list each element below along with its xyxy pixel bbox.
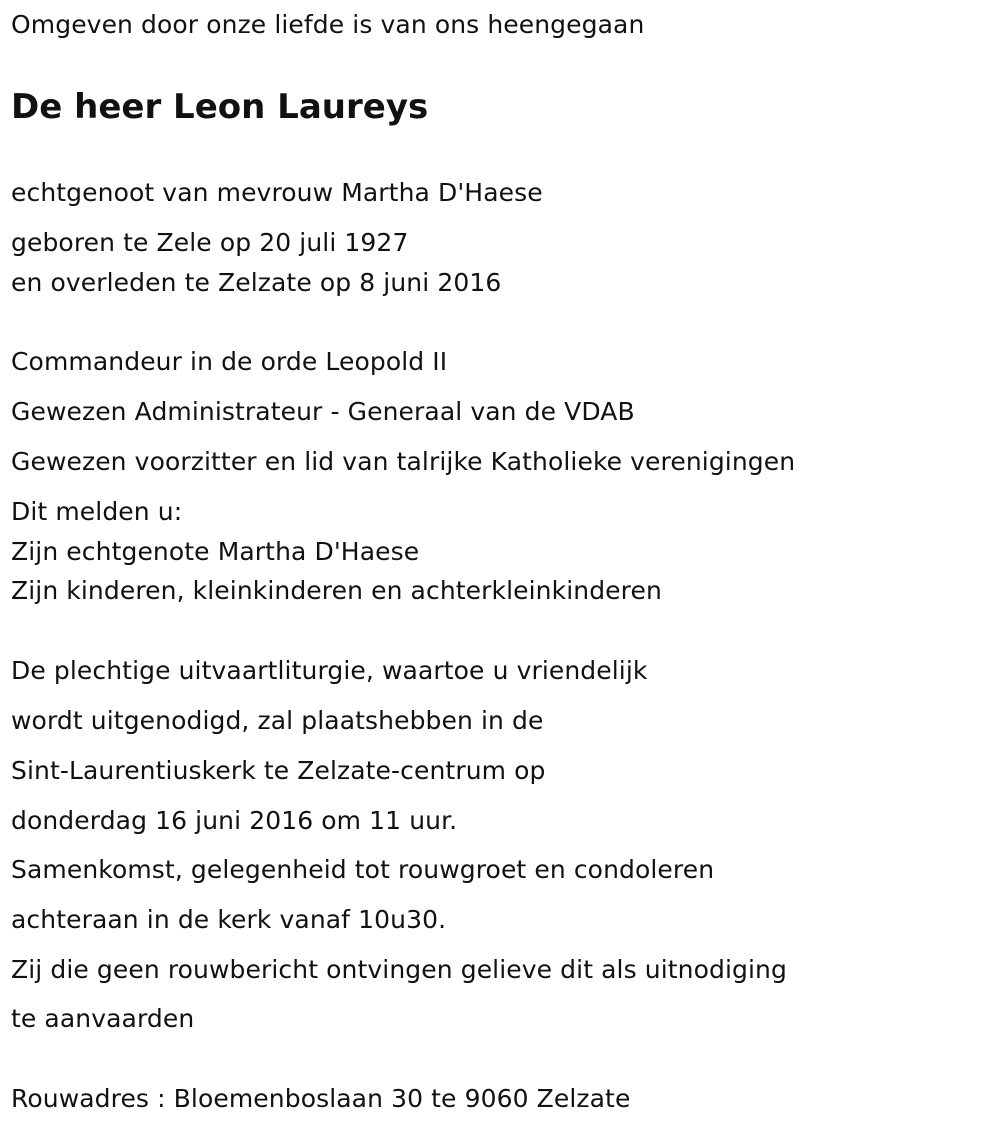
intro-text: Omgeven door onze liefde is van ons heengegaan	[11, 10, 645, 39]
announcer-line: Zijn echtgenote Martha D'Haese	[11, 537, 420, 566]
ceremony-line: achteraan in de kerk vanaf 10u30.	[11, 905, 447, 934]
honor-line: Gewezen Administrateur - Generaal van de VDAB	[11, 397, 635, 426]
honor-line: Gewezen voorzitter en lid van talrijke Katholieke verenigingen	[11, 447, 796, 476]
announcer-line: Zijn kinderen, kleinkinderen en achterkleinkinderen	[11, 576, 662, 605]
ceremony-line: wordt uitgenodigd, zal plaatshebben in de	[11, 706, 544, 735]
birth-line: geboren te Zele op 20 juli 1927	[11, 228, 409, 257]
ceremony-line: donderdag 16 juni 2016 om 11 uur.	[11, 806, 458, 835]
ceremony-line: De plechtige uitvaartliturgie, waartoe u vriendelijk	[11, 656, 648, 685]
announcer-line: Dit melden u:	[11, 497, 183, 526]
spouse-line: echtgenoot van mevrouw Martha D'Haese	[11, 178, 543, 207]
address-line: Rouwadres : Bloemenboslaan 30 te 9060 Zelzate	[11, 1084, 631, 1113]
honor-line: Commandeur in de orde Leopold II	[11, 347, 448, 376]
ceremony-line: Zij die geen rouwbericht ontvingen gelieve dit als uitnodiging	[11, 955, 787, 984]
death-line: en overleden te Zelzate op 8 juni 2016	[11, 268, 502, 297]
ceremony-line: Samenkomst, gelegenheid tot rouwgroet en condoleren	[11, 855, 715, 884]
ceremony-line: Sint-Laurentiuskerk te Zelzate-centrum op	[11, 756, 546, 785]
ceremony-line: te aanvaarden	[11, 1004, 195, 1033]
deceased-name: De heer Leon Laureys	[11, 87, 429, 127]
